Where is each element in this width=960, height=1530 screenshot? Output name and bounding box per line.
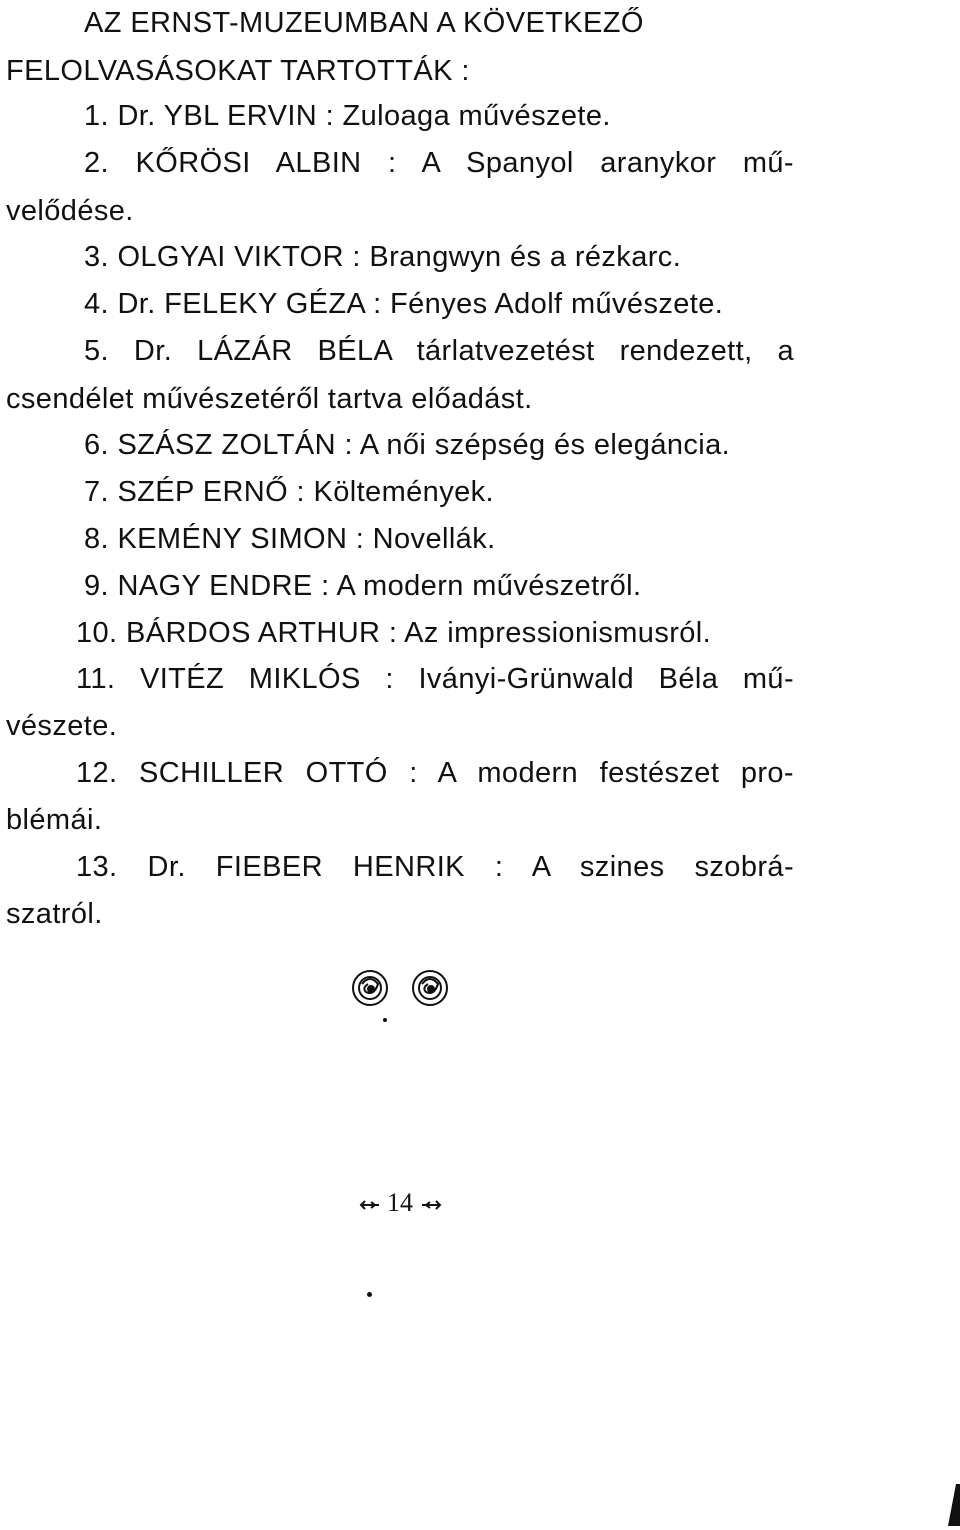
lecture-item-1: 1. Dr. YBL ERVIN : Zuloaga művészete. bbox=[84, 100, 611, 132]
ink-speck bbox=[367, 1292, 372, 1297]
arrow-ornament-left-icon bbox=[359, 1200, 381, 1210]
lecture-item-13-continuation: szatról. bbox=[6, 898, 103, 930]
lecture-item-12: 12. SCHILLER OTTÓ : A modern festészet pro- bbox=[76, 757, 794, 789]
arrow-ornament-right-icon bbox=[420, 1200, 442, 1210]
lecture-item-11-continuation: vészete. bbox=[6, 710, 118, 742]
twin-rose-ornament-icon bbox=[340, 966, 460, 1026]
lecture-item-5-continuation: csendélet művészetéről tartva előadást. bbox=[6, 383, 533, 415]
lecture-item-3: 3. OLGYAI VIKTOR : Brangwyn és a rézkarc. bbox=[84, 241, 682, 273]
corner-mark-icon bbox=[946, 1482, 960, 1526]
heading-line-1: AZ ERNST-MUZEUMBAN A KÖVETKEZŐ bbox=[84, 7, 644, 39]
lecture-item-4: 4. Dr. FELEKY GÉZA : Fényes Adolf művészete. bbox=[84, 288, 724, 320]
heading-line-2: FELOLVASÁSOKAT TARTOTTÁK : bbox=[6, 55, 470, 87]
lecture-item-12-continuation: blémái. bbox=[6, 804, 103, 836]
lecture-item-9: 9. NAGY ENDRE : A modern művészetről. bbox=[84, 570, 642, 602]
lecture-item-2: 2. KŐRÖSI ALBIN : A Spanyol aranykor mű- bbox=[84, 147, 794, 179]
lecture-item-10: 10. BÁRDOS ARTHUR : Az impressionismusról. bbox=[76, 617, 712, 649]
page-number-text: 14 bbox=[387, 1188, 413, 1217]
lecture-item-7: 7. SZÉP ERNŐ : Költemények. bbox=[84, 476, 494, 508]
lecture-item-5: 5. Dr. LÁZÁR BÉLA tárlatvezetést rendezett, a bbox=[84, 335, 794, 367]
lecture-item-8: 8. KEMÉNY SIMON : Novellák. bbox=[84, 523, 496, 555]
lecture-item-11: 11. VITÉZ MIKLÓS : Iványi-Grünwald Béla mű- bbox=[76, 663, 794, 695]
page-number bbox=[340, 1188, 460, 1218]
lecture-item-6: 6. SZÁSZ ZOLTÁN : A női szépség és elegáncia. bbox=[84, 429, 731, 461]
lecture-item-13: 13. Dr. FIEBER HENRIK : A szines szobrá- bbox=[76, 851, 794, 883]
lecture-item-2-continuation: velődése. bbox=[6, 195, 134, 227]
